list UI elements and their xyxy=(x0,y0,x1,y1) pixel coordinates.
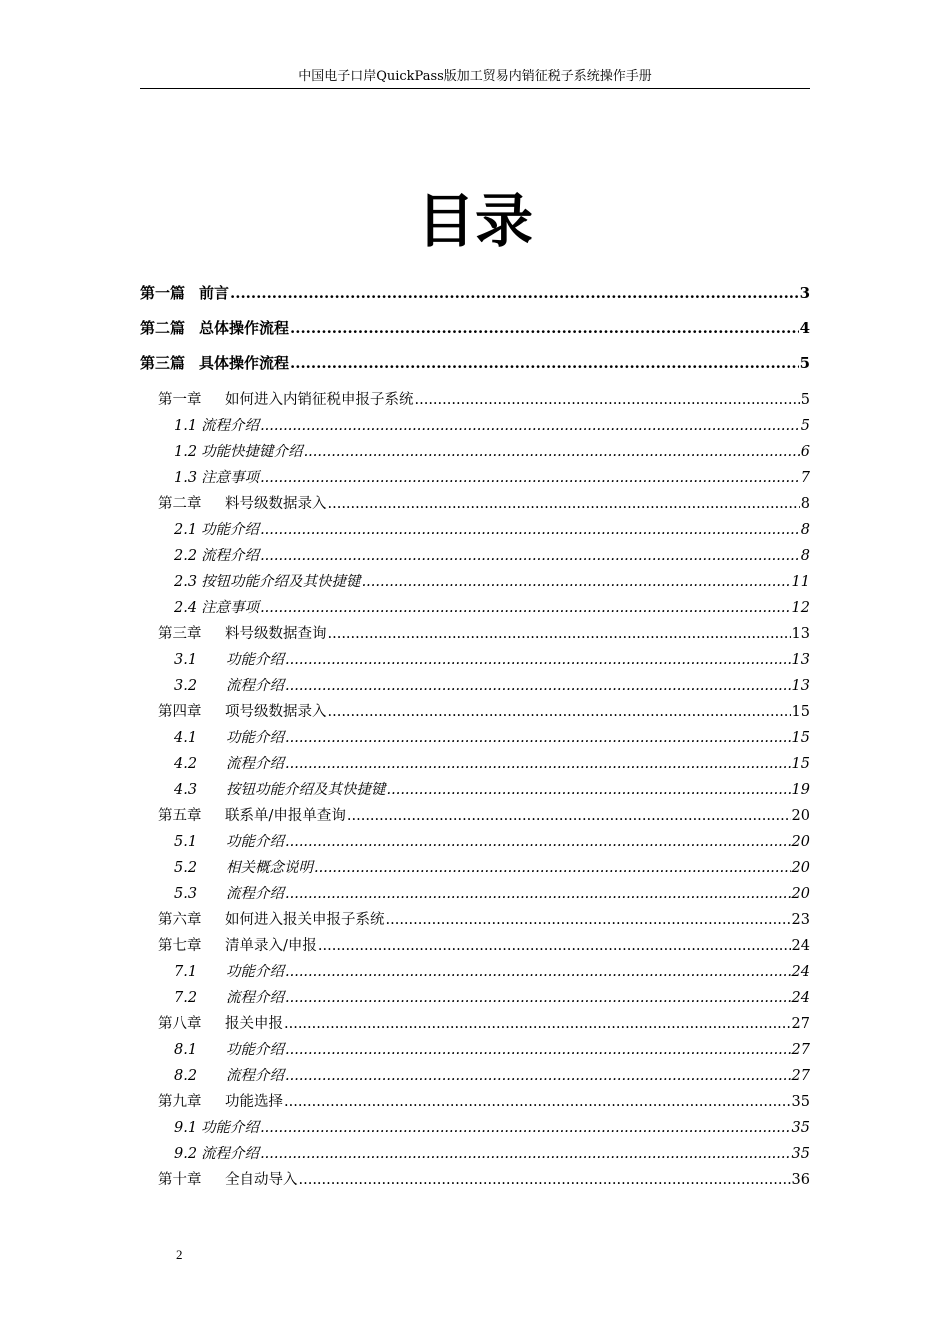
toc-leader-dots xyxy=(285,1063,791,1089)
toc-entry[interactable] xyxy=(140,280,810,306)
toc-entry-text: 相关概念说明 xyxy=(226,860,313,876)
toc-leader-dots xyxy=(347,803,791,829)
toc-entry-label xyxy=(158,907,385,933)
toc-entry-label xyxy=(174,673,284,699)
toc-entry-text: 联系单/申报单查询 xyxy=(225,808,346,824)
toc-entry-label xyxy=(158,491,327,517)
toc-entry-number: 第六章 xyxy=(158,912,202,928)
toc-entry-number: 第四章 xyxy=(158,704,202,720)
toc-entry-page: 8 xyxy=(800,496,810,512)
toc-entry-number: 8.2 xyxy=(174,1068,198,1084)
toc-leader-dots xyxy=(285,985,791,1011)
toc-entry-number: 2.2 xyxy=(174,548,198,564)
toc-entry[interactable] xyxy=(140,350,810,376)
toc-entry-number: 第七章 xyxy=(158,938,202,954)
page-title: 目录 xyxy=(416,187,533,255)
toc-entry-text: 报关申报 xyxy=(225,1016,283,1032)
toc-leader-dots xyxy=(304,439,800,465)
toc-entry-page: 13 xyxy=(791,678,810,694)
toc-entry-number: 9.2 xyxy=(174,1146,198,1162)
toc-entry-text: 功能介绍 xyxy=(226,964,284,980)
toc-entry-page: 24 xyxy=(791,964,810,980)
toc-entry-text: 具体操作流程 xyxy=(199,354,290,372)
toc-entry-number: 7.1 xyxy=(174,964,198,980)
toc-entry-number: 第九章 xyxy=(158,1094,202,1110)
toc-entry-label xyxy=(174,855,313,881)
toc-entry-page: 15 xyxy=(791,704,810,720)
toc-entry-label xyxy=(174,647,284,673)
toc-entry-label xyxy=(174,1115,259,1141)
toc-entry-page: 13 xyxy=(791,652,810,668)
toc-entry-number: 1.1 xyxy=(174,418,198,434)
toc-entry[interactable] xyxy=(140,543,810,569)
page-header xyxy=(140,66,810,89)
toc-entry-page: 27 xyxy=(791,1016,810,1032)
toc-entry-label xyxy=(174,1037,284,1063)
toc-entry-page: 19 xyxy=(791,782,810,798)
toc-entry-text: 按钮功能介绍及其快捷键 xyxy=(201,574,361,590)
toc-leader-dots xyxy=(284,1089,791,1115)
toc-entry-label xyxy=(174,725,284,751)
toc-leader-dots xyxy=(285,751,791,777)
toc-entry[interactable] xyxy=(140,647,810,673)
toc-leader-dots xyxy=(328,621,791,647)
toc-leader-dots xyxy=(314,855,791,881)
toc-entry-page: 6 xyxy=(800,444,810,460)
toc-leader-dots xyxy=(386,907,791,933)
toc-entry-text: 注意事项 xyxy=(201,600,260,616)
toc-entry-label xyxy=(158,1167,298,1193)
toc-leader-dots xyxy=(260,1115,790,1141)
toc-entry-label xyxy=(158,1011,283,1037)
toc-entry[interactable] xyxy=(140,387,810,413)
toc-entry-number: 2.3 xyxy=(174,574,198,590)
toc-entry[interactable] xyxy=(140,829,810,855)
toc-entry-label xyxy=(158,933,317,959)
toc-entry-page: 5 xyxy=(800,392,810,408)
toc-entry-page: 20 xyxy=(791,834,810,850)
toc-entry-number: 3.1 xyxy=(174,652,198,668)
toc-entry-text: 功能快捷键介绍 xyxy=(201,444,303,460)
toc-entry-text: 功能介绍 xyxy=(201,522,260,538)
toc-entry-number: 第二篇 xyxy=(140,319,186,337)
toc-entry-number: 5.3 xyxy=(174,886,198,902)
toc-entry-number: 4.1 xyxy=(174,730,198,746)
toc-entry-page: 27 xyxy=(791,1068,810,1084)
toc-leader-dots xyxy=(285,647,791,673)
toc-entry[interactable] xyxy=(140,517,810,543)
toc-entry-page: 8 xyxy=(800,548,810,564)
toc-entry-number: 第五章 xyxy=(158,808,202,824)
toc-entry-text: 功能介绍 xyxy=(226,652,284,668)
toc-entry-label xyxy=(174,1141,259,1167)
toc-entry-page: 15 xyxy=(791,730,810,746)
toc-entry[interactable] xyxy=(140,803,810,829)
toc-leader-dots xyxy=(260,465,800,491)
toc-entry-label xyxy=(174,517,259,543)
toc-entry[interactable] xyxy=(140,491,810,517)
toc-entry-text: 功能介绍 xyxy=(226,834,284,850)
toc-entry-label xyxy=(174,439,303,465)
toc-entry-label xyxy=(140,315,289,341)
toc-entry-page: 20 xyxy=(791,808,810,824)
toc-entry-text: 料号级数据录入 xyxy=(225,496,327,512)
toc-entry-text: 如何进入报关申报子系统 xyxy=(225,912,385,928)
toc-entry-number: 4.2 xyxy=(174,756,198,772)
toc-entry[interactable] xyxy=(140,1063,810,1089)
toc-leader-dots xyxy=(260,543,800,569)
toc-entry-text: 流程介绍 xyxy=(226,1068,284,1084)
toc-entry[interactable] xyxy=(140,315,810,341)
toc-leader-dots xyxy=(362,569,791,595)
toc-entry[interactable] xyxy=(140,959,810,985)
toc-leader-dots xyxy=(260,517,800,543)
toc-entry-number: 第三篇 xyxy=(140,354,186,372)
toc-entry-page: 36 xyxy=(791,1172,810,1188)
toc-leader-dots xyxy=(284,1011,791,1037)
toc-entry-text: 功能介绍 xyxy=(201,1120,260,1136)
toc-entry-text: 清单录入/申报 xyxy=(225,938,317,954)
toc-entry-page: 35 xyxy=(791,1094,810,1110)
toc-entry[interactable] xyxy=(140,621,810,647)
toc-entry-text: 流程介绍 xyxy=(201,1146,260,1162)
toc-entry-text: 如何进入内销征税申报子系统 xyxy=(225,392,414,408)
toc-entry[interactable] xyxy=(140,595,810,621)
toc-entry-page: 12 xyxy=(791,600,810,616)
toc-entry-page: 4 xyxy=(799,319,810,337)
toc-entry-number: 5.1 xyxy=(174,834,198,850)
toc-entry-label xyxy=(174,985,284,1011)
toc-entry-label xyxy=(174,751,284,777)
toc-entry-text: 前言 xyxy=(199,284,230,302)
toc-leader-dots xyxy=(318,933,791,959)
toc-entry-number: 第一篇 xyxy=(140,284,186,302)
toc-entry-page: 13 xyxy=(791,626,810,642)
page-number: 2 xyxy=(176,1247,183,1262)
toc-leader-dots xyxy=(285,881,791,907)
toc-entry[interactable] xyxy=(140,569,810,595)
toc-entry-text: 按钮功能介绍及其快捷键 xyxy=(226,782,386,798)
toc-entry-label xyxy=(140,280,229,306)
toc-entry[interactable] xyxy=(140,777,810,803)
toc-entry-text: 流程介绍 xyxy=(201,548,260,564)
toc-entry-text: 流程介绍 xyxy=(226,756,284,772)
toc-leader-dots xyxy=(260,1141,790,1167)
toc-entry-page: 24 xyxy=(791,990,810,1006)
toc-entry-label xyxy=(158,1089,283,1115)
toc-entry-text: 功能选择 xyxy=(225,1094,283,1110)
toc-leader-dots xyxy=(285,829,791,855)
toc-entry-label xyxy=(174,465,259,491)
toc-leader-dots xyxy=(230,280,799,306)
toc-entry-page: 3 xyxy=(799,284,810,302)
toc-entry[interactable] xyxy=(140,855,810,881)
toc-entry-page: 11 xyxy=(791,574,810,590)
toc-entry[interactable] xyxy=(140,673,810,699)
toc-entry-label xyxy=(174,413,259,439)
toc-entry-text: 项号级数据录入 xyxy=(225,704,327,720)
toc-entry-number: 1.2 xyxy=(174,444,198,460)
toc-entry-number: 第二章 xyxy=(158,496,202,512)
toc-entry[interactable] xyxy=(140,1167,810,1193)
toc-entry-text: 全自动导入 xyxy=(225,1172,298,1188)
toc-entry-label xyxy=(174,569,361,595)
toc-entry-label xyxy=(174,595,259,621)
toc-entry[interactable] xyxy=(140,725,810,751)
toc-entry-number: 2.4 xyxy=(174,600,198,616)
toc-entry-text: 流程介绍 xyxy=(226,990,284,1006)
toc-entry-text: 流程介绍 xyxy=(201,418,260,434)
toc-entry[interactable] xyxy=(140,751,810,777)
toc-leader-dots xyxy=(290,350,799,376)
toc-entry-label xyxy=(140,350,289,376)
toc-entry-label xyxy=(158,699,327,725)
toc-entry-number: 8.1 xyxy=(174,1042,198,1058)
toc-leader-dots xyxy=(387,777,791,803)
toc-entry[interactable] xyxy=(140,465,810,491)
toc-entry-number: 2.1 xyxy=(174,522,198,538)
toc-entry[interactable] xyxy=(140,1089,810,1115)
toc-entry-number: 第八章 xyxy=(158,1016,202,1032)
toc-entry-page: 23 xyxy=(791,912,810,928)
toc-entry-page: 5 xyxy=(799,354,810,372)
toc-entry-page: 15 xyxy=(791,756,810,772)
toc-entry-label xyxy=(174,777,386,803)
toc-leader-dots xyxy=(260,595,790,621)
toc-entry-label xyxy=(174,1063,284,1089)
toc-entry[interactable] xyxy=(140,933,810,959)
toc-entry-text: 功能介绍 xyxy=(226,1042,284,1058)
toc-entry-text: 流程介绍 xyxy=(226,886,284,902)
toc-entry[interactable] xyxy=(140,907,810,933)
toc-leader-dots xyxy=(328,491,800,517)
toc-entry-text: 料号级数据查询 xyxy=(225,626,327,642)
toc-leader-dots xyxy=(290,315,799,341)
toc-entry-number: 3.2 xyxy=(174,678,198,694)
toc-entry-label xyxy=(158,803,346,829)
toc-entry-number: 第十章 xyxy=(158,1172,202,1188)
toc-leader-dots xyxy=(415,387,800,413)
toc-entry-label xyxy=(158,387,414,413)
toc-leader-dots xyxy=(285,673,791,699)
toc-entry-text: 注意事项 xyxy=(201,470,260,486)
toc-entry-number: 9.1 xyxy=(174,1120,198,1136)
toc-entry-number: 4.3 xyxy=(174,782,198,798)
toc-entry-label xyxy=(174,829,284,855)
toc-entry-page: 35 xyxy=(791,1120,810,1136)
toc-entry-page: 27 xyxy=(791,1042,810,1058)
toc-entry-number: 第三章 xyxy=(158,626,202,642)
toc-leader-dots xyxy=(299,1167,791,1193)
toc-entry-label xyxy=(174,881,284,907)
toc-entry[interactable] xyxy=(140,439,810,465)
toc-leader-dots xyxy=(328,699,791,725)
toc-entry-number: 5.2 xyxy=(174,860,198,876)
header-text: 中国电子口岸QuickPass版加工贸易内销征税子系统操作手册 xyxy=(298,69,652,84)
toc-leader-dots xyxy=(260,413,800,439)
toc-entry-page: 20 xyxy=(791,860,810,876)
toc-entry[interactable] xyxy=(140,1011,810,1037)
toc-entry-label xyxy=(174,543,259,569)
toc-leader-dots xyxy=(285,959,791,985)
toc-entry[interactable] xyxy=(140,413,810,439)
toc-entry-number: 7.2 xyxy=(174,990,198,1006)
toc-entry-text: 流程介绍 xyxy=(226,678,284,694)
toc-entry-page: 20 xyxy=(791,886,810,902)
toc-entry[interactable] xyxy=(140,881,810,907)
toc-entry-text: 功能介绍 xyxy=(226,730,284,746)
toc-entry-number: 第一章 xyxy=(158,392,202,408)
toc-entry[interactable] xyxy=(140,699,810,725)
toc-entry-page: 5 xyxy=(800,418,810,434)
toc-entry-label xyxy=(158,621,327,647)
toc-leader-dots xyxy=(285,725,791,751)
toc-entry[interactable] xyxy=(140,1141,810,1167)
toc-entry-page: 24 xyxy=(791,938,810,954)
toc-leader-dots xyxy=(285,1037,791,1063)
toc-entry-text: 总体操作流程 xyxy=(199,319,290,337)
toc-entry-page: 35 xyxy=(791,1146,810,1162)
toc-entry[interactable] xyxy=(140,1115,810,1141)
toc-entry-page: 7 xyxy=(800,470,810,486)
toc-entry-page: 8 xyxy=(800,522,810,538)
toc-entry-label xyxy=(174,959,284,985)
toc-entry-number: 1.3 xyxy=(174,470,198,486)
toc-entry[interactable] xyxy=(140,985,810,1011)
toc-entry[interactable] xyxy=(140,1037,810,1063)
